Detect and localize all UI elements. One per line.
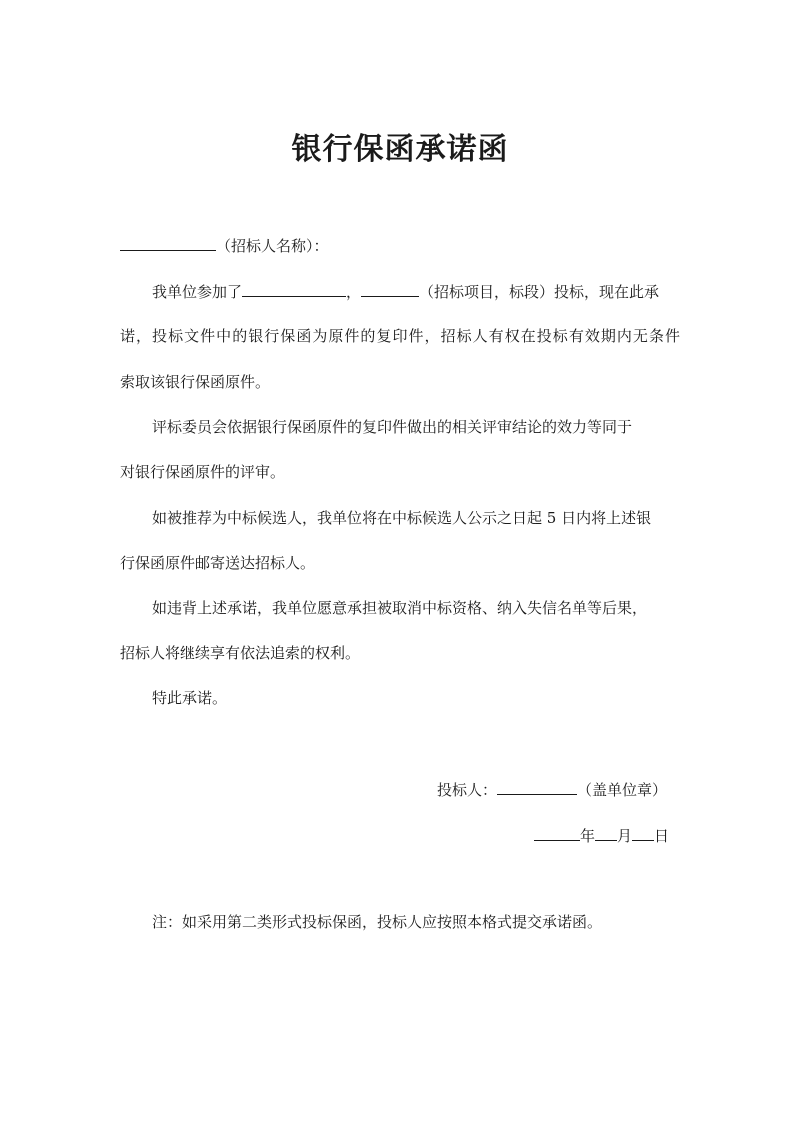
recipient-name-blank (120, 235, 216, 251)
year-blank (534, 825, 580, 841)
para1-line2: 诺，投标文件中的银行保函为原件的复印件，招标人有权在投标有效期内无条件 (120, 327, 680, 345)
document-title: 银行保函承诺函 (291, 132, 509, 167)
bidder-label: 投标人： (437, 781, 498, 799)
para2-line1: 评标委员会依据银行保函原件的复印件做出的相关评审结论的效力等同于 (152, 418, 633, 436)
seal-note: （盖单位章） (577, 781, 668, 799)
year-label: 年 (580, 827, 596, 845)
addressee-suffix: （招标人名称）： (216, 237, 329, 255)
para1-line3: 索取该银行保函原件。 (120, 373, 271, 391)
month-label: 月 (617, 827, 633, 845)
day-blank (632, 825, 654, 841)
day-label: 日 (654, 827, 670, 845)
section-blank (361, 281, 419, 297)
para3-line2: 行保函原件邮寄送达招标人。 (120, 554, 316, 572)
para4-line1: 如违背上述承诺，我单位愿意承担被取消中标资格、纳入失信名单等后果， (152, 599, 648, 617)
para2-line2: 对银行保函原件的评审。 (120, 463, 286, 481)
para1-comma: ， (346, 283, 362, 301)
para4-line2: 招标人将继续享有依法追索的权利。 (120, 644, 361, 662)
para1-suffix: （招标项目，标段）投标，现在此承 (419, 283, 660, 301)
closing-statement: 特此承诺。 (152, 689, 228, 707)
footnote: 注：如采用第二类形式投标保函，投标人应按照本格式提交承诺函。 (152, 913, 603, 931)
bidder-name-blank (497, 779, 577, 795)
para3-line1: 如被推荐为中标候选人，我单位将在中标候选人公示之日起 5 日内将上述银 (152, 509, 652, 527)
month-blank (595, 825, 617, 841)
para1-line1 (152, 281, 659, 302)
bidder-signature-line (437, 779, 667, 800)
date-line (534, 825, 669, 846)
addressee-line (120, 235, 329, 256)
para1-prefix: 我单位参加了 (152, 283, 243, 301)
project-name-blank (242, 281, 346, 297)
